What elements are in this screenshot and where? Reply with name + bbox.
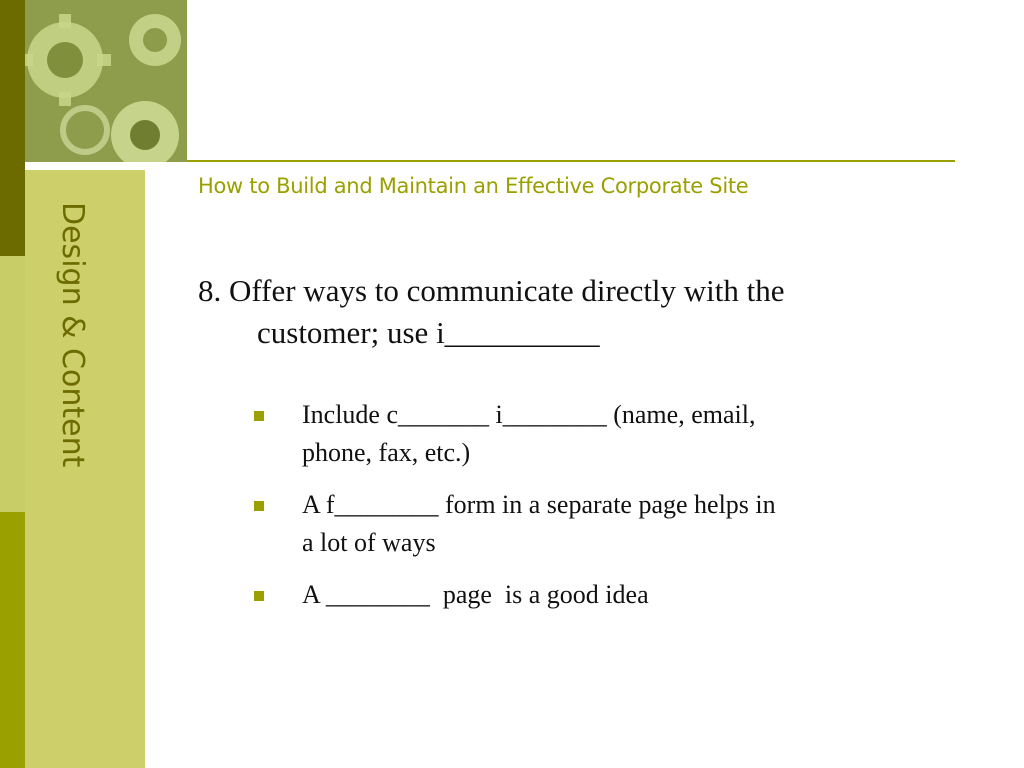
- bullet-line-2: a lot of ways: [302, 528, 436, 557]
- list-item: [250, 396, 950, 472]
- sidebar-title: Design & Content: [55, 202, 90, 468]
- header-rule: [187, 160, 955, 162]
- list-item: [250, 576, 950, 614]
- gears-icon: [25, 0, 187, 162]
- left-stripe-dark: [0, 0, 25, 256]
- bullet-line-2: phone, fax, etc.): [302, 438, 471, 467]
- square-bullet-icon: [254, 411, 264, 421]
- left-stripe-olive: [0, 512, 25, 768]
- square-bullet-icon: [254, 591, 264, 601]
- main-point: [198, 270, 938, 354]
- slide-subtitle: How to Build and Maintain an Effective Corporate Site: [198, 174, 749, 198]
- left-stripe-light: [0, 256, 25, 512]
- gears-image: [25, 0, 187, 162]
- main-point-line-2: customer; use i__________: [257, 315, 600, 350]
- bullet-line-1: Include c_______ i________ (name, email,: [302, 400, 756, 429]
- bullet-line-1: A f________ form in a separate page helps in: [302, 490, 776, 519]
- square-bullet-icon: [254, 501, 264, 511]
- bullet-line-1: A ________ page is a good idea: [302, 580, 649, 609]
- list-item: [250, 486, 950, 562]
- bullet-list: [250, 396, 950, 628]
- main-point-line-1: 8. Offer ways to communicate directly with the: [198, 273, 785, 308]
